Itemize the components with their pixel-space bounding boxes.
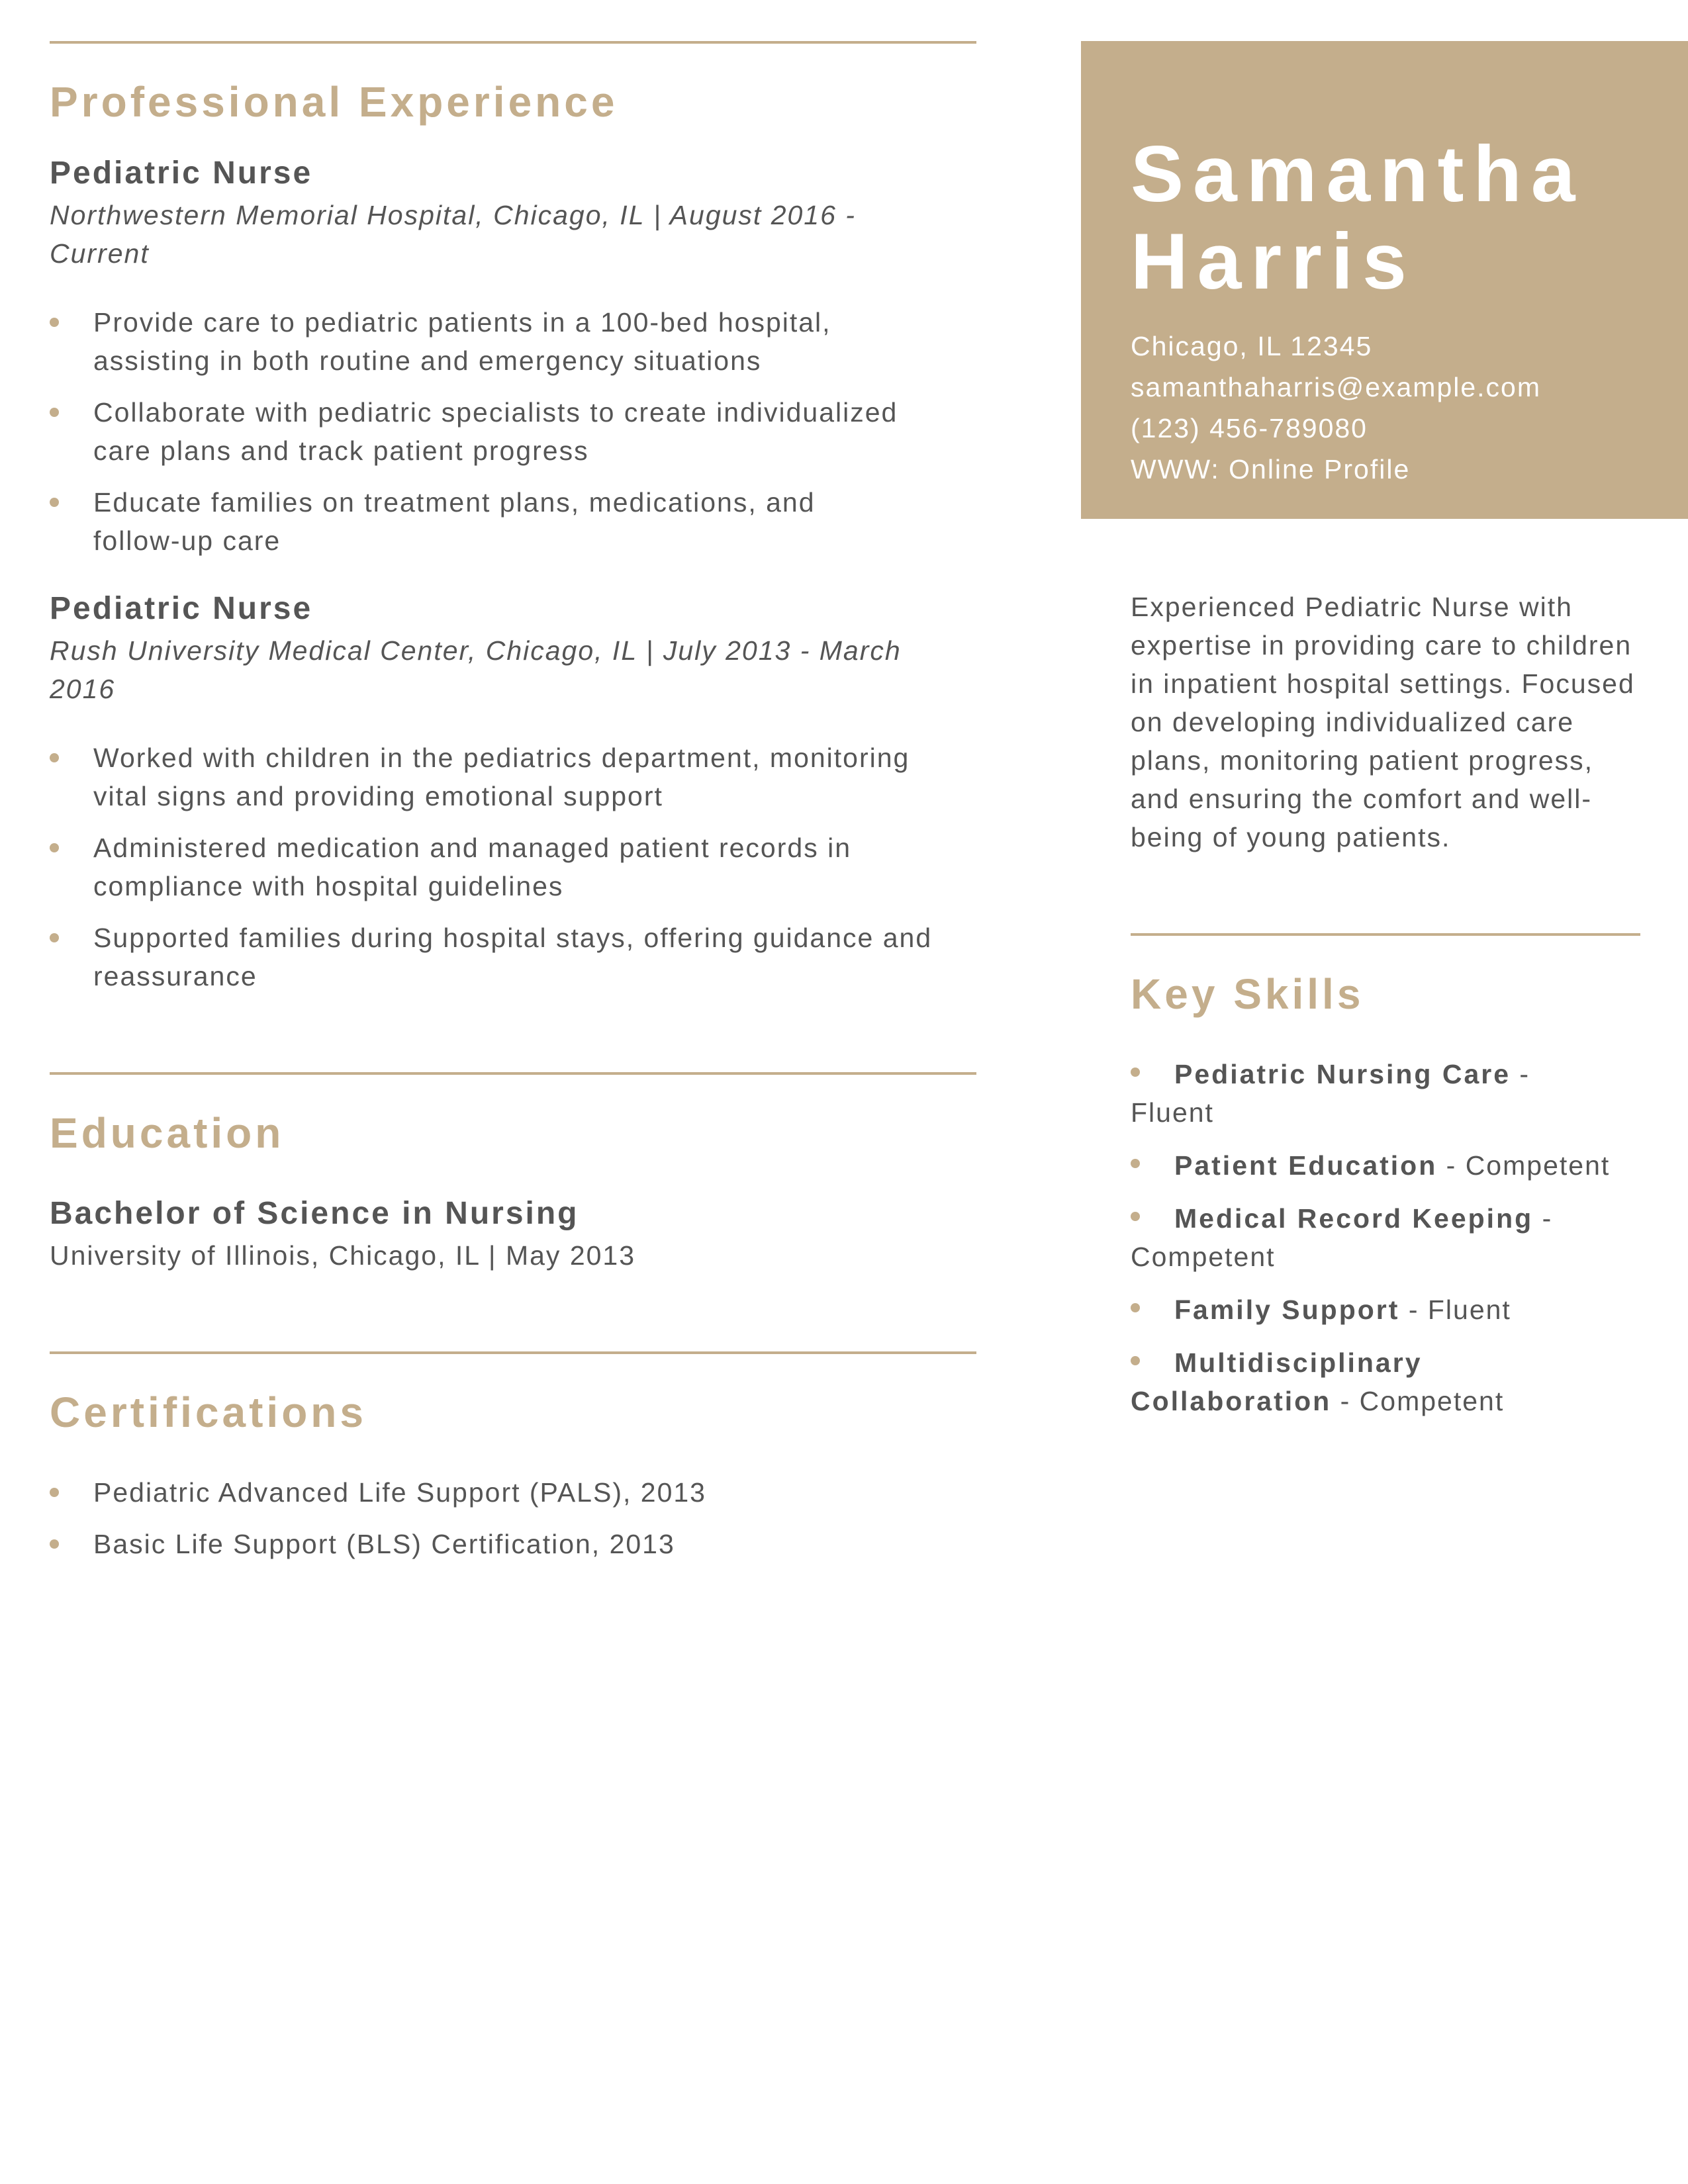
bullet-line: compliance with hospital guidelines (93, 871, 564, 901)
education-divider (50, 1072, 976, 1075)
job-bullet (50, 303, 976, 380)
job-meta-line: Rush University Medical Center, Chicago, IL | July 2013 - March (50, 635, 902, 666)
bullet-line: Provide care to pediatric patients in a 100-bed hospital, (93, 307, 831, 338)
bullet-line: follow-up care (93, 525, 281, 556)
candidate-name (1131, 130, 1585, 305)
certifications-list (50, 1473, 976, 1563)
skill-level: Competent (1465, 1150, 1611, 1181)
skills-heading: Key Skills (1131, 970, 1364, 1018)
bullet-line: Educate families on treatment plans, medications, and (93, 487, 816, 518)
job-meta-line: Northwestern Memorial Hospital, Chicago, IL | August 2016 - (50, 200, 856, 230)
certifications-divider (50, 1351, 976, 1354)
skill-level: Fluent (1427, 1295, 1511, 1325)
bullet-line: care plans and track patient progress (93, 435, 589, 466)
last-name: Harris (1131, 217, 1416, 306)
school-line: University of Illinois, Chicago, IL | May 2013 (50, 1240, 636, 1271)
skill-name: Multidisciplinary (1174, 1347, 1423, 1378)
contact-info (1131, 326, 1541, 490)
skill-name: Collaboration (1131, 1386, 1332, 1416)
job-bullets (50, 739, 976, 995)
bullet-dot (1131, 1303, 1140, 1312)
job-entry (50, 593, 976, 995)
skills-divider (1131, 933, 1640, 936)
skill-name: Family Support (1174, 1295, 1400, 1325)
job-bullet (50, 483, 976, 560)
bullet-line: Supported families during hospital stays, offering guidance and (93, 923, 933, 953)
job-meta (50, 631, 976, 708)
bullet-line: Administered medication and managed patient records in (93, 833, 851, 863)
degree-title: Bachelor of Science in Nursing (50, 1196, 579, 1231)
bullet-dot (1131, 1068, 1140, 1077)
job-bullet (50, 919, 976, 995)
skill-item (1131, 1291, 1640, 1329)
bullet-dot (1131, 1159, 1140, 1168)
bullet-line: vital signs and providing emotional support (93, 781, 663, 811)
bullet-line: reassurance (93, 961, 258, 991)
experience-divider (50, 41, 976, 44)
skill-separator: - (1437, 1150, 1466, 1181)
skill-name: Medical Record Keeping (1174, 1203, 1534, 1234)
job-bullet (50, 739, 976, 815)
job-entry (50, 158, 976, 560)
skill-item (1131, 1199, 1640, 1276)
skill-level: Competent (1131, 1242, 1276, 1272)
side-column (1131, 588, 1640, 1435)
bullet-line: Collaborate with pediatric specialists to create individualized (93, 397, 898, 428)
skill-item (1131, 1055, 1640, 1132)
certifications-heading: Certifications (50, 1388, 367, 1436)
skill-name: Patient Education (1174, 1150, 1438, 1181)
skill-item (1131, 1343, 1640, 1420)
bullet-line: Worked with children in the pediatrics department, monitoring (93, 743, 910, 773)
skill-separator: - (1331, 1386, 1360, 1416)
profile-summary: Experienced Pediatric Nurse with expertise in providing care to children in inpatient hospital settings. Focused on developing individualized care plans, monitoring patient progress, and ensuring the comfort and well-being of young patients. (1131, 592, 1635, 852)
name-header (1081, 41, 1688, 519)
certification-item: Basic Life Support (BLS) Certification, 2013 (50, 1525, 976, 1563)
phone-text: (123) 456-789080 (1131, 413, 1368, 443)
skill-separator: - (1511, 1059, 1530, 1089)
first-name: Samantha (1131, 130, 1585, 218)
education-heading: Education (50, 1109, 285, 1157)
job-meta-line: 2016 (50, 674, 116, 704)
skill-separator: - (1399, 1295, 1428, 1325)
bullet-dot (1131, 1356, 1140, 1365)
job-bullet (50, 393, 976, 470)
certification-item: Pediatric Advanced Life Support (PALS), 2013 (50, 1473, 976, 1512)
job-title: Pediatric Nurse (50, 156, 313, 191)
website-link[interactable]: WWW: Online Profile (1131, 454, 1411, 484)
job-bullet (50, 829, 976, 905)
main-column (50, 41, 976, 1563)
job-bullets (50, 303, 976, 560)
job-title: Pediatric Nurse (50, 591, 313, 626)
experience-heading: Professional Experience (50, 78, 618, 126)
location-text: Chicago, IL 12345 (1131, 331, 1373, 361)
email-link[interactable]: samanthaharris@example.com (1131, 372, 1542, 402)
skill-level: Fluent (1131, 1097, 1214, 1128)
skills-list (1131, 1055, 1640, 1420)
skill-level: Competent (1359, 1386, 1505, 1416)
skill-name: Pediatric Nursing Care (1174, 1059, 1511, 1089)
job-meta-line: Current (50, 238, 150, 269)
skill-item (1131, 1146, 1640, 1185)
bullet-dot (1131, 1212, 1140, 1221)
job-meta (50, 196, 976, 273)
bullet-line: assisting in both routine and emergency situations (93, 345, 762, 376)
skill-separator: - (1533, 1203, 1553, 1234)
